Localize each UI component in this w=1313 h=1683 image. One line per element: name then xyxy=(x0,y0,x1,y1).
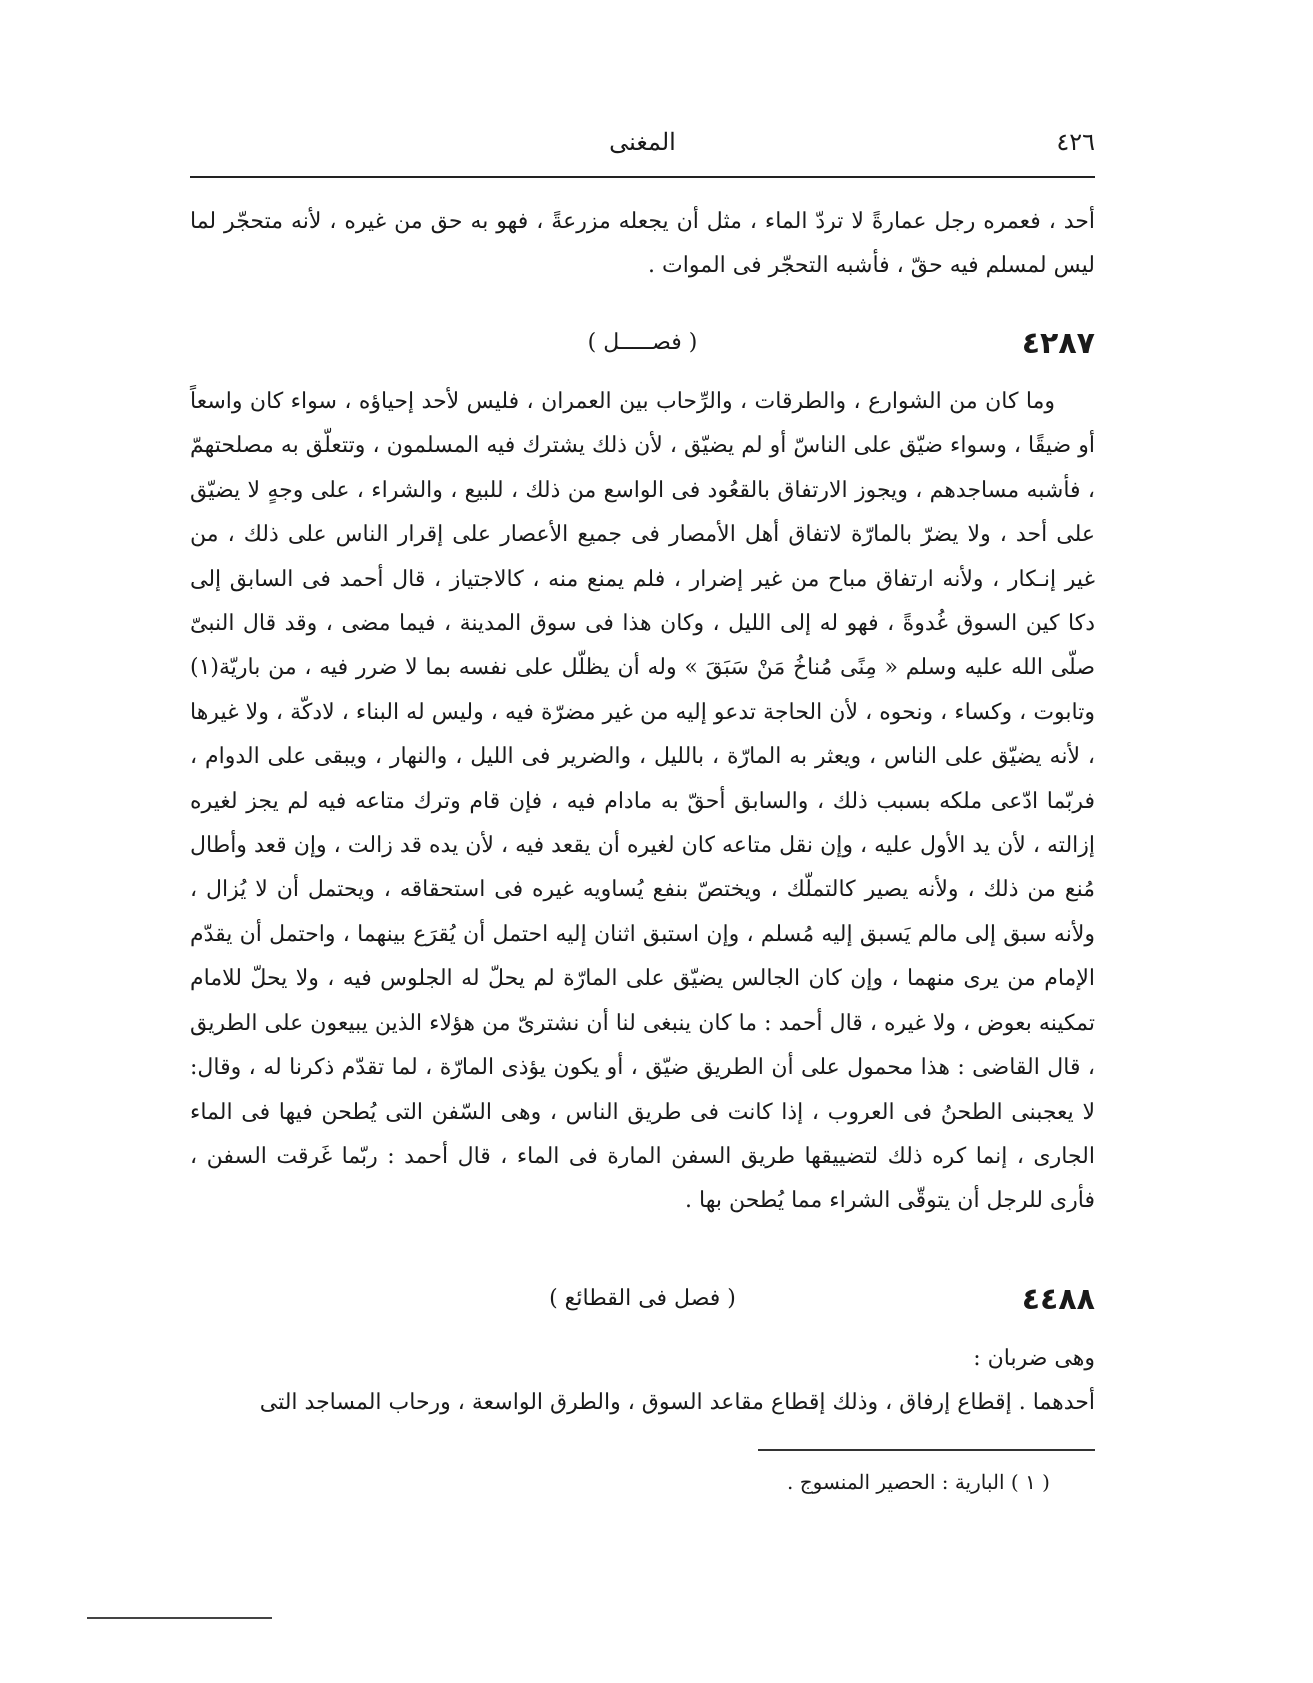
section-body xyxy=(190,1337,1095,1426)
section-body-line: أحدهما . إقطاع إرفاق ، وذلك إقطاع مقاعد السوق ، والطرق الواسعة ، ورحاب المساجد التى xyxy=(259,1390,1095,1416)
scan-artifact-line xyxy=(87,1617,272,1619)
page-header xyxy=(190,128,1095,168)
section-heading-4287 xyxy=(190,326,1095,370)
section-number: ٤٤٨٨ xyxy=(1021,1282,1095,1317)
section-body-text: وما كان من الشوارع ، والطرقات ، والرِّحاب بين العمران ، فليس لأحد إحياؤه ، سواء كان واسعاً أو ضيقًا ، وسواء ضيّق على الناسّ أو لم يضيّق ، لأن ذلك يشترك فيه المسلمون ، وتتعلّق به مصلحتهمّ ، فأشبه مساجدهم ، ويجوز الارتفاق بالقعُود فى الواسع من ذلك ، للبيع ، والشراء ، على وجهٍ لا يضيّق على أحد ، ولا يضرّ بالمارّة لاتفاق أهل الأمصار فى جميع الأعصار على إقرار الناس على ذلك ، من غير إنـكار ، ولأنه ارتفاق مباح من غير إضرار ، فلم يمنع منه ، كالاجتياز ، قال أحمد فى السابق إلى دكا كين السوق غُدوةً ، فهو له إلى الليل ، وكان هذا فى سوق المدينة ، فيما مضى ، وقد قال النبىّ صلّى الله عليه وسلم « مِنًى مُناخُ مَنْ سَبَقَ » وله أن يظلّل على نفسه بما لا ضرر فيه ، من باريّة(١) وتابوت ، وكساء ، ونحوه ، لأن الحاجة تدعو إليه من غير مضرّة فيه ، وليس له البناء ، لادكّة ، ولا غيرها ، لأنه يضيّق على الناس ، ويعثر به المارّة ، بالليل ، والضرير فى الليل ، والنهار ، ويبقى على الدوام ، فربّما ادّعى ملكه بسبب ذلك ، والسابق أحقّ به مادام فيه ، فإن قام وترك متاعه فيه لم يجز لغيره إزالته ، لأن يد الأول عليه ، وإن نقل متاعه كان لغيره أن يقعد فيه ، لأن يده قد زالت ، وإن قعد وأطال مُنع من ذلك ، ولأنه يصير كالتملّك ، ويختصّ بنفع يُساويه غيره فى استحقاقه ، ويحتمل أن لا يُزال ، ولأنه سبق إلى مالم يَسبق إليه مُسلم ، وإن استبق اثنان إليه احتمل أن يُقرَع بينهما ، واحتمل أن يقدّم الإمام من يرى منهما ، وإن كان الجالس يضيّق على المارّة لم يحلّ له الجلوس فيه ، ولا يحلّ للامام تمكينه بعوض ، ولا غيره ، قال أحمد : ما كان ينبغى لنا أن نشترىّ من هؤلاء الذين يبيعون على الطريق ، قال القاضى : هذا محمول على أن الطريق ضيّق ، أو يكون يؤذى المارّة ، لما تقدّم ذكرنا له ، وقال: لا يعجبنى الطحنُ فى العروب ، إذا كانت فى طريق الناس ، وهى السّفن التى يُطحن فيها فى الماء الجارى ، إنما كره ذلك لتضييقها طريق السفن المارة فى الماء ، قال أحمد : ربّما غَرقت السفن ، فأرى للرجل أن يتوقّى الشراء مما يُطحن بها . xyxy=(190,389,1096,1214)
page-number: ٤٢٦ xyxy=(1056,128,1095,156)
section-title: ( فصـــــل ) xyxy=(587,330,698,355)
section-heading-4488 xyxy=(190,1282,1095,1326)
section-title: ( فصل فى القطائع ) xyxy=(549,1286,736,1311)
section-number: ٤٢٨٧ xyxy=(1021,326,1095,361)
intro-paragraph xyxy=(190,200,1095,289)
footnote: ( ١ ) البارية : الحصير المنسوج . xyxy=(787,1470,1050,1494)
section-body-line: وهى ضربان : xyxy=(973,1346,1095,1371)
footnote-divider xyxy=(758,1449,1095,1451)
section-body xyxy=(190,380,1095,1224)
header-divider xyxy=(190,176,1095,178)
intro-paragraph-text: أحد ، فعمره رجل عمارةً لا تردّ الماء ، مثل أن يجعله مزرعةً ، فهو به حق من غيره ، لأنه متحجّر لما ليس لمسلم فيه حقّ ، فأشبه التحجّر فى الموات . xyxy=(190,209,1095,279)
running-title: المغنى xyxy=(609,128,676,156)
